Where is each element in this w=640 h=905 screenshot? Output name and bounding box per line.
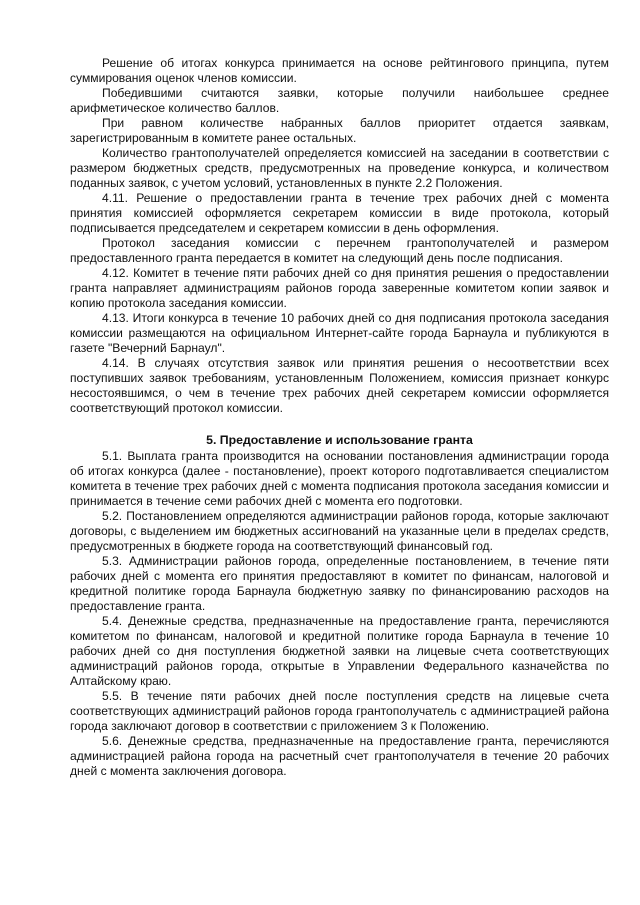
document-page xyxy=(70,56,609,779)
paragraph-5-2: 5.2. Постановлением определяются администрации районов города, которые заключают договоры, с выделением им бюджетных ассигнований на указанные цели в пределах средств, предусмотренных в бюджете города на соответствующий финансовый год. xyxy=(70,509,609,553)
paragraph-4-12: 4.12. Комитет в течение пяти рабочих дней со дня принятия решения о предоставлении гранта направляет администрациям районов города заверенные комитетом копии заявок и копию протокола заседания комиссии. xyxy=(70,266,609,310)
paragraph-winners: Победившими считаются заявки, которые получили наибольшее среднее арифметическое количество баллов. xyxy=(70,86,609,115)
paragraph-5-6: 5.6. Денежные средства, предназначенные на предоставление гранта, перечисляются администрацией района города на расчетный счет грантополучателя в течение 20 рабочих дней с момента заключения договора. xyxy=(70,734,609,778)
paragraph-rating-principle: Решение об итогах конкурса принимается на основе рейтингового принципа, путем суммирования оценок членов комиссии. xyxy=(70,56,609,85)
paragraph-5-4: 5.4. Денежные средства, предназначенные на предоставление гранта, перечисляются комитетом по финансам, налоговой и кредитной политике города Барнаула в течение 10 рабочих дней со дня поступления бюджетной заявки на лицевые счета соответствующих администраций районов города, открытые в Управлении Федерального казначейства по Алтайскому краю. xyxy=(70,614,609,688)
paragraph-5-5: 5.5. В течение пяти рабочих дней после поступления средств на лицевые счета соответствующих администраций районов города грантополучатель с администрацией района города заключают договор в соответствии с приложением 3 к Положению. xyxy=(70,689,609,733)
section-heading: 5. Предоставление и использование гранта xyxy=(206,433,473,447)
paragraph-5-3: 5.3. Администрации районов города, определенные постановлением, в течение пяти рабочих дней с момента его принятия предоставляют в комитет по финансам, налоговой и кредитной политике города Барнаула бюджетную заявку по финансированию расходов на предоставление гранта. xyxy=(70,554,609,613)
paragraph-4-14: 4.14. В случаях отсутствия заявок или принятия решения о несоответствии всех поступивших заявок требованиям, установленным Положением, комиссия признает конкурс несостоявшимся, о чем в течение трех рабочих дней секретарем комиссии оформляется соответствующий протокол комиссии. xyxy=(70,356,609,415)
paragraph-equal-score: При равном количестве набранных баллов приоритет отдается заявкам, зарегистрированным в комитете ранее остальных. xyxy=(70,116,609,145)
paragraph-grantee-count: Количество грантополучателей определяется комиссией на заседании в соответствии с размером бюджетных средств, предусмотренных на проведение конкурса, и количеством поданных заявок, с учетом условий, установленных в пункте 2.2 Положения. xyxy=(70,146,609,190)
paragraph-5-1: 5.1. Выплата гранта производится на основании постановления администрации города об итогах конкурса (далее - постановление), проект которого подготавливается специалистом комитета в течение трех рабочих дней с момента подписания протокола заседания комиссии и принимается в течение семи рабочих дней с момента его подготовки. xyxy=(70,449,609,508)
paragraph-protocol: Протокол заседания комиссии с перечнем грантополучателей и размером предоставленного гранта передается в комитет на следующий день после подписания. xyxy=(70,236,609,265)
paragraph-4-13: 4.13. Итоги конкурса в течение 10 рабочих дней со дня подписания протокола заседания комиссии размещаются на официальном Интернет-сайте города Барнаула и публикуются в газете "Вечерний Барнаул". xyxy=(70,311,609,355)
paragraph-4-11: 4.11. Решение о предоставлении гранта в течение трех рабочих дней с момента принятия комиссией оформляется секретарем комиссии в виде протокола, который подписывается председателем и секретарем комиссии в день оформления. xyxy=(70,191,609,235)
